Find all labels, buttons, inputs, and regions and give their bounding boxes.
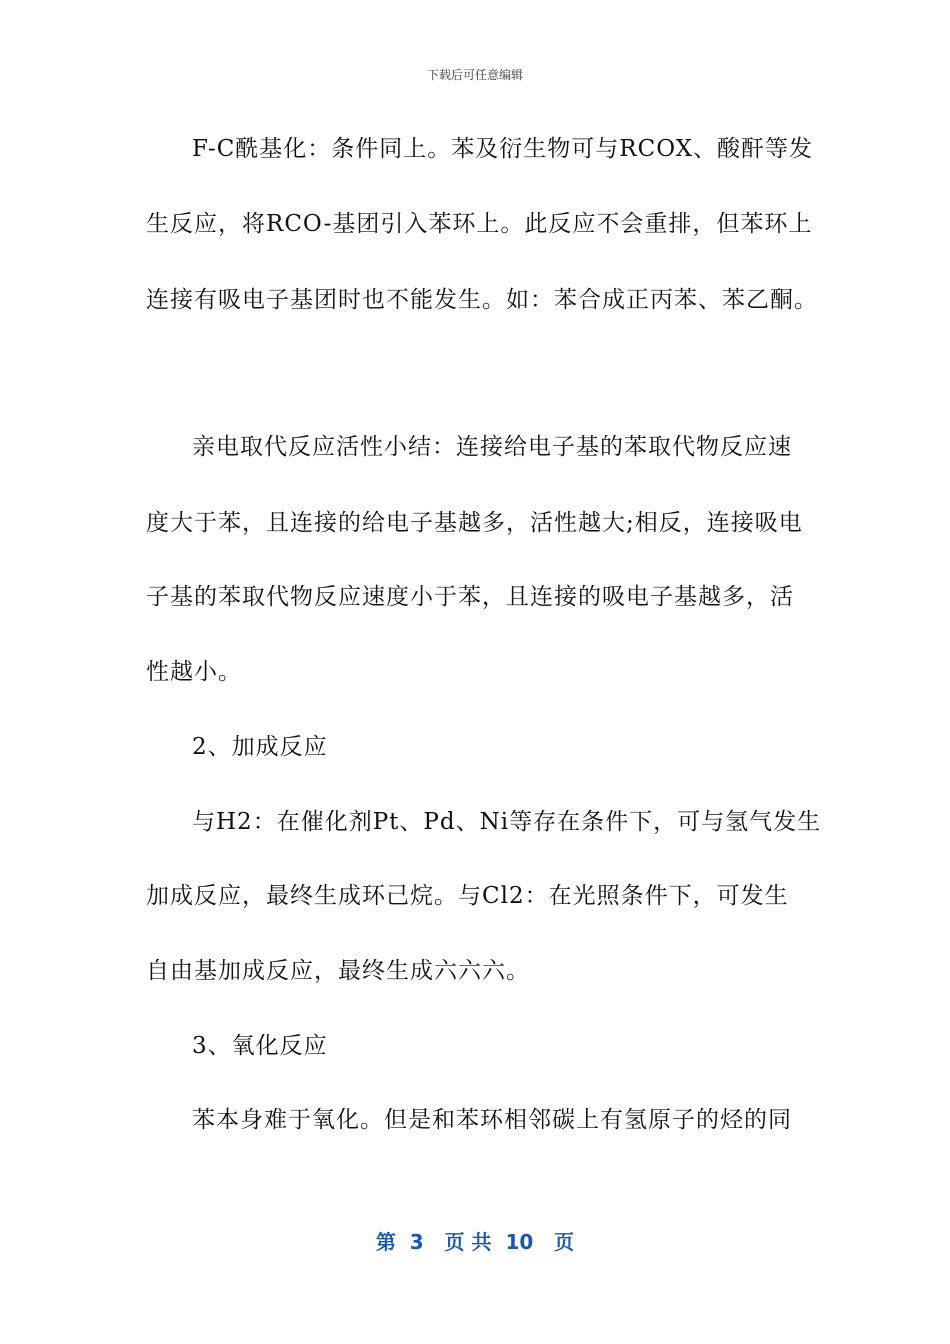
paragraph-line: 生反应，将RCO-基团引入苯环上。此反应不会重排，但苯环上	[146, 211, 813, 237]
page-footer: 第 3 页 共 10 页	[375, 1230, 575, 1254]
paragraph-line: 子基的苯取代物反应速度小于苯，且连接的吸电子基越多，活	[146, 584, 794, 610]
paragraph-line: F-C酰基化：条件同上。苯及衍生物可与RCOX、酸酐等发	[192, 136, 814, 162]
paragraph-line: 自由基加成反应，最终生成六六六。	[146, 958, 530, 984]
paragraph-line: 加成反应，最终生成环己烷。与Cl2：在光照条件下，可发生	[146, 883, 789, 909]
paragraph-line: 与H2：在催化剂Pt、Pd、Ni等存在条件下，可与氢气发生	[192, 809, 822, 835]
section-heading: 3、氧化反应	[192, 1033, 328, 1059]
section-heading: 2、加成反应	[192, 734, 328, 760]
paragraph-line: 连接有吸电子基团时也不能发生。如：苯合成正丙苯、苯乙酮。	[146, 287, 818, 313]
paragraph-line: 度大于苯，且连接的给电子基越多，活性越大;相反，连接吸电	[146, 510, 803, 536]
paragraph-line: 亲电取代反应活性小结：连接给电子基的苯取代物反应速	[192, 434, 792, 460]
paragraph-line: 苯本身难于氧化。但是和苯环相邻碳上有氢原子的烃的同	[192, 1107, 792, 1133]
paragraph-line: 性越小。	[146, 659, 242, 685]
page-header: 下载后可任意编辑	[426, 68, 523, 82]
